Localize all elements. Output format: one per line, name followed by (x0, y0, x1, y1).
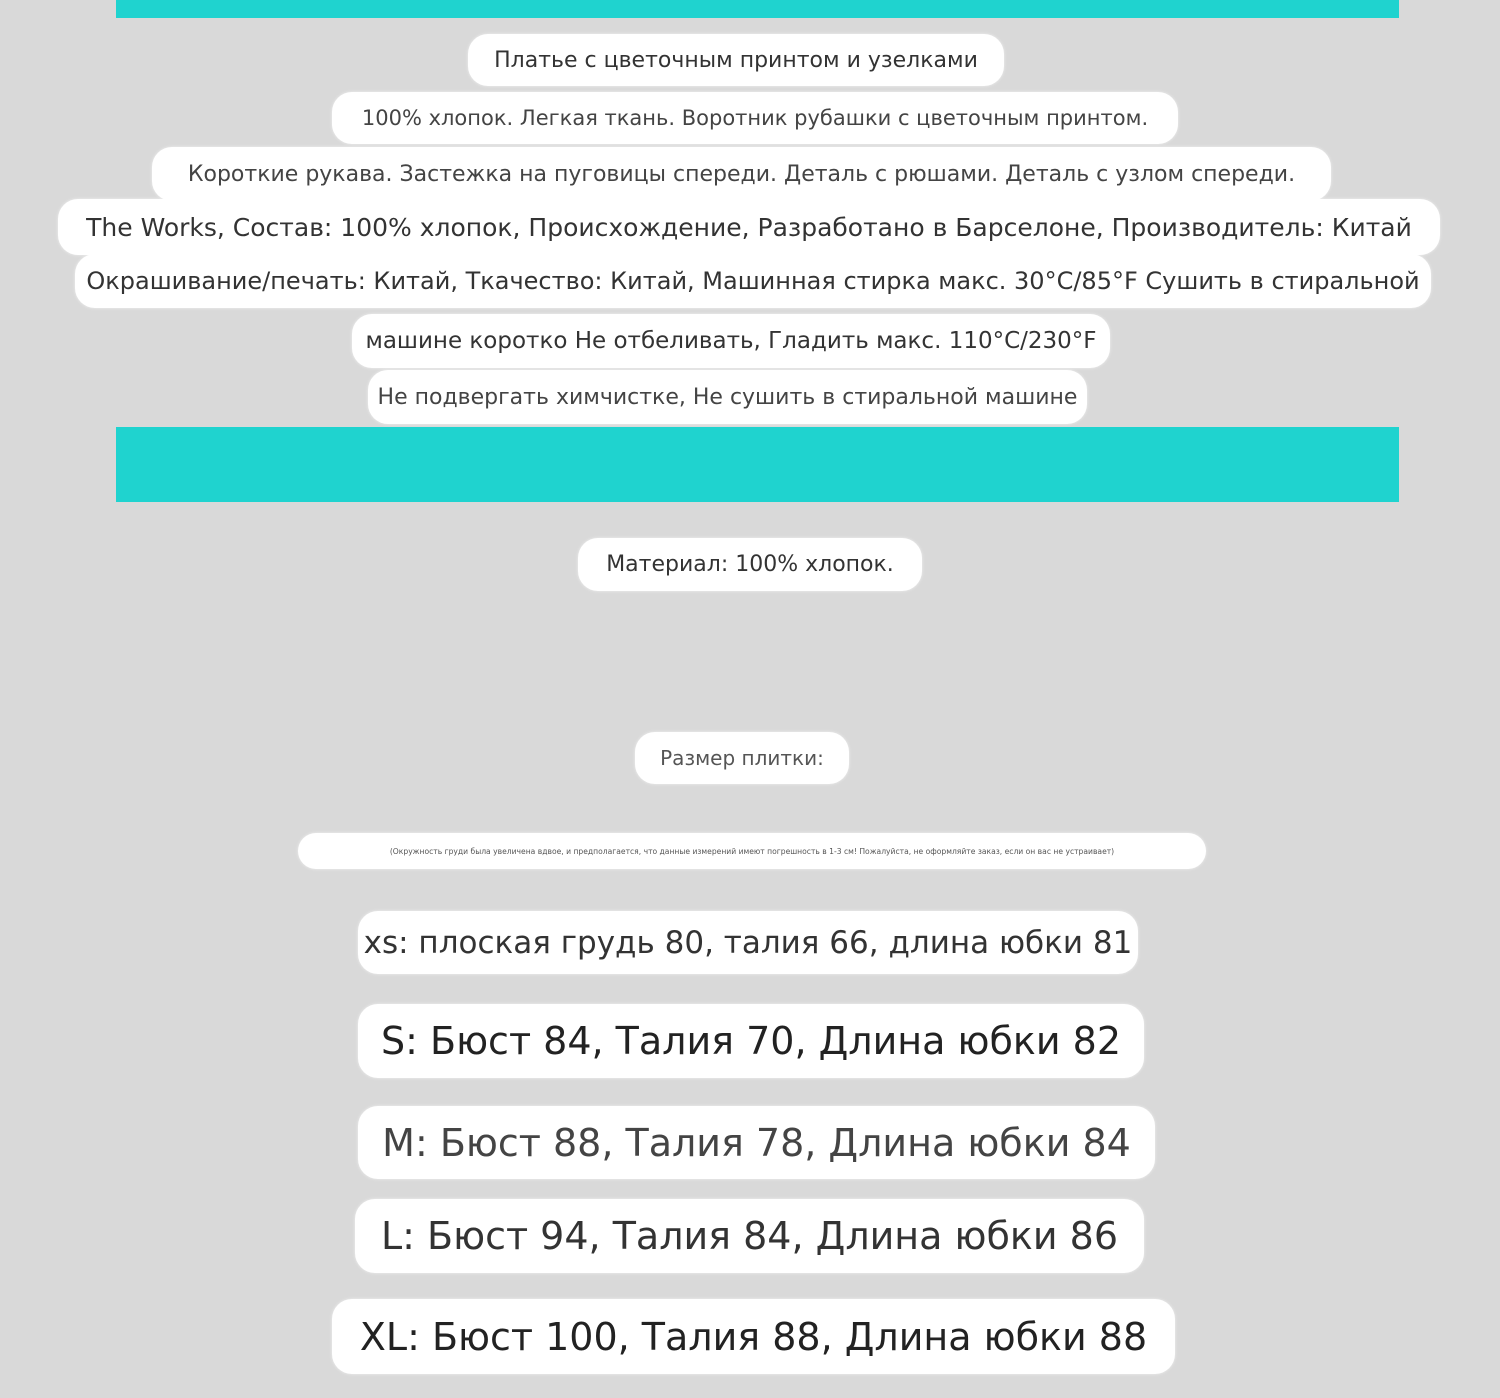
description-line-1 (332, 92, 1178, 144)
description-line-4 (75, 254, 1431, 308)
description-line-3-text: The Works, Состав: 100% хлопок, Происхождение, Разработано в Барселоне, Производитель: Китай (86, 212, 1412, 242)
size-row-m-text: M: Бюст 88, Талия 78, Длина юбки 84 (382, 1120, 1131, 1165)
description-line-5-text: машине коротко Не отбеливать, Гладить макс. 110°C/230°F (365, 328, 1097, 354)
material-label-text: Материал: 100% хлопок. (606, 552, 894, 577)
middle-color-band (116, 427, 1399, 502)
description-line-6 (368, 370, 1087, 424)
description-line-2 (152, 147, 1331, 201)
description-line-1-text: 100% хлопок. Легкая ткань. Воротник рубашки с цветочным принтом. (361, 106, 1149, 130)
material-label (578, 538, 922, 591)
description-line-5 (352, 314, 1110, 368)
description-line-4-text: Окрашивание/печать: Китай, Ткачество: Китай, Машинная стирка макс. 30°C/85°F Сушить в стиральной (86, 267, 1420, 295)
size-row-xl (332, 1299, 1175, 1374)
size-row-l (355, 1199, 1144, 1273)
size-note-text: (Окружность груди была увеличена вдвое, и предполагается, что данные измерений имеют погрешность в 1-3 см! Пожалуйста, не оформляйте заказ, если он вас не устраивает) (389, 846, 1115, 856)
size-row-s-text: S: Бюст 84, Талия 70, Длина юбки 82 (381, 1019, 1121, 1063)
top-color-band (116, 0, 1399, 18)
description-line-6-text: Не подвергать химчистке, Не сушить в стиральной машине (377, 384, 1078, 410)
size-row-xs-text: xs: плоская грудь 80, талия 66, длина юбки 81 (363, 924, 1133, 961)
product-title-text: Платье с цветочным принтом и узелками (494, 47, 978, 73)
size-note (298, 833, 1206, 869)
size-row-s (358, 1004, 1144, 1078)
size-row-m (358, 1106, 1155, 1179)
size-heading (635, 732, 849, 784)
description-line-2-text: Короткие рукава. Застежка на пуговицы спереди. Деталь с рюшами. Деталь с узлом спереди. (187, 161, 1296, 187)
size-row-xs (358, 911, 1138, 974)
size-row-xl-text: XL: Бюст 100, Талия 88, Длина юбки 88 (359, 1314, 1148, 1359)
size-row-l-text: L: Бюст 94, Талия 84, Длина юбки 86 (380, 1214, 1119, 1258)
size-heading-text: Размер плитки: (660, 746, 824, 770)
product-title (468, 34, 1004, 86)
description-line-3 (58, 199, 1440, 255)
